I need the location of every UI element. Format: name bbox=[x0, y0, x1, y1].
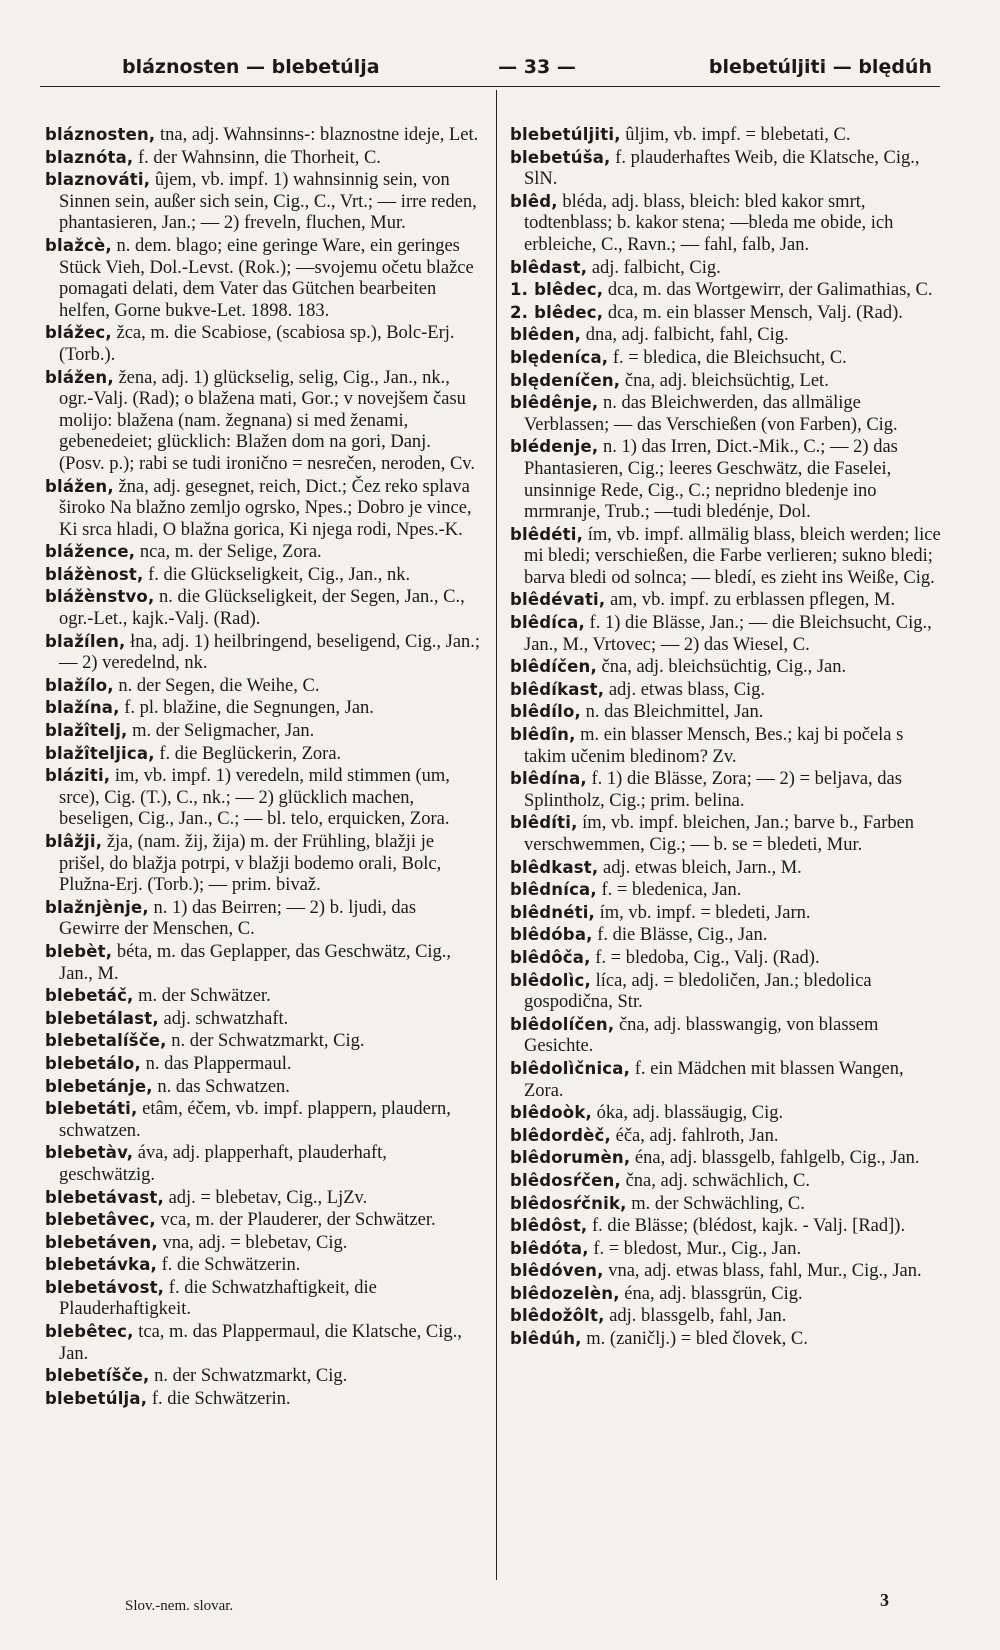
entry-headword: bláznosten, bbox=[45, 125, 156, 144]
dictionary-entry bbox=[510, 1283, 942, 1306]
dictionary-entry bbox=[45, 675, 481, 698]
dictionary-entry bbox=[510, 902, 942, 925]
dictionary-entry bbox=[45, 586, 481, 630]
dictionary-entry bbox=[510, 1260, 942, 1283]
entry-headword: blážen, bbox=[45, 476, 114, 496]
entry-definition: f. die Schwatzhaftigkeit, die Plauderhaftigkeit. bbox=[59, 1277, 377, 1320]
entry-headword: blêdkast, bbox=[510, 857, 599, 877]
dictionary-entry bbox=[510, 656, 942, 679]
dictionary-entry bbox=[45, 765, 481, 831]
dictionary-entry bbox=[45, 1142, 481, 1186]
entry-definition: tca, m. das Plappermaul, die Klatsche, Cig., Jan. bbox=[59, 1322, 462, 1364]
dictionary-entry bbox=[45, 1098, 481, 1142]
dictionary-entry bbox=[510, 879, 942, 902]
entry-definition: f. = bledenica, Jan. bbox=[596, 880, 742, 901]
dictionary-entry bbox=[510, 191, 942, 257]
dictionary-entry bbox=[510, 1125, 942, 1148]
footer-signature-title: Slov.-nem. slovar. bbox=[125, 1598, 234, 1614]
entry-headword: blážence, bbox=[45, 542, 136, 562]
dictionary-entry bbox=[45, 235, 481, 322]
entry-headword: blêdíkast, bbox=[510, 679, 605, 699]
dictionary-entry bbox=[45, 1277, 481, 1321]
entry-definition: vna, adj. = blebetav, Cig. bbox=[157, 1232, 348, 1253]
entry-headword: blêdorumèn, bbox=[510, 1148, 631, 1168]
entry-definition: m. (zaničlj.) = bled človek, C. bbox=[581, 1329, 808, 1350]
entry-headword: blédenje, bbox=[510, 437, 599, 457]
entry-headword: blêdordèč, bbox=[510, 1125, 611, 1145]
dictionary-entry bbox=[45, 1187, 481, 1210]
dictionary-entry bbox=[510, 857, 942, 880]
entry-definition: n. das Bleichmittel, Jan. bbox=[580, 702, 764, 723]
dictionary-entry bbox=[510, 324, 942, 347]
entry-definition: n. der Segen, die Weihe, C. bbox=[113, 675, 320, 696]
entry-definition: vca, m. der Plauderer, der Schwätzer. bbox=[155, 1210, 436, 1231]
entry-headword: blebetalíšče, bbox=[45, 1031, 167, 1051]
entry-headword: blážec, bbox=[45, 323, 112, 343]
entry-definition: m. der Seligmacher, Jan. bbox=[127, 721, 315, 742]
entry-headword: blêdúh, bbox=[510, 1329, 582, 1349]
entry-definition: f. die Blässe; (blédost, kajk. - Valj. [Rad]). bbox=[587, 1216, 906, 1237]
entry-definition: f. die Schwätzerin. bbox=[157, 1255, 301, 1276]
entry-definition: nca, m. der Selige, Zora. bbox=[135, 542, 322, 563]
entry-definition: n. der Schwatzmarkt, Cig. bbox=[149, 1366, 348, 1387]
dictionary-entry bbox=[510, 392, 942, 436]
entry-headword: blêdozelèn, bbox=[510, 1283, 620, 1303]
dictionary-entry bbox=[510, 1058, 942, 1102]
entry-definition: ím, vb. impf. = bledeti, Jarn. bbox=[595, 902, 811, 923]
header-left-range: bláznosten — blebetúlja bbox=[122, 56, 380, 78]
entry-definition: éna, adj. blassgrün, Cig. bbox=[619, 1283, 803, 1304]
entry-definition: f. die Blässe, Cig., Jan. bbox=[592, 925, 768, 946]
dictionary-entry bbox=[45, 720, 481, 743]
entry-headword: blebetàv, bbox=[45, 1143, 134, 1163]
entry-definition: žca, m. die Scabiose, (scabiosa sp.), Bolc-Erj. (Torb.). bbox=[59, 323, 455, 365]
entry-definition: f. pl. blažine, die Segnungen, Jan. bbox=[119, 698, 374, 719]
dictionary-entry bbox=[510, 1170, 942, 1193]
entry-definition: etâm, éčem, vb. impf. plappern, plaudern, schwatzen. bbox=[59, 1099, 451, 1141]
entry-definition: m. der Schwätzer. bbox=[133, 986, 271, 1007]
entry-definition: f. der Wahnsinn, die Thorheit, C. bbox=[133, 147, 381, 168]
entry-definition: f. ein Mädchen mit blassen Wangen, Zora. bbox=[524, 1058, 904, 1101]
dictionary-entry bbox=[510, 302, 942, 325]
entry-headword: blêdênje, bbox=[510, 393, 599, 413]
entry-definition: n. das Plappermaul. bbox=[140, 1053, 292, 1074]
dictionary-entry bbox=[45, 1388, 481, 1411]
entry-definition: tna, adj. Wahnsinns-: blaznostne ideje, Let. bbox=[155, 125, 479, 145]
dictionary-entry bbox=[510, 436, 942, 523]
entry-headword: blebêtec, bbox=[45, 1322, 134, 1342]
entry-definition: f. die Schwätzerin. bbox=[147, 1388, 291, 1409]
entry-definition: am, vb. impf. zu erblassen pflegen, M. bbox=[605, 590, 896, 611]
entry-headword: blažcè, bbox=[45, 235, 112, 255]
entry-definition: f. die Beglückerin, Zora. bbox=[154, 743, 342, 764]
entry-definition: ûljim, vb. impf. = blebetati, C. bbox=[620, 125, 851, 145]
header-rule bbox=[40, 86, 940, 87]
entry-headword: blažílen, bbox=[45, 631, 126, 651]
dictionary-entry bbox=[510, 679, 942, 702]
dictionary-entry bbox=[45, 941, 481, 985]
entry-headword: blêdôča, bbox=[510, 947, 591, 967]
entry-definition: dna, adj. falbicht, fahl, Cig. bbox=[581, 325, 789, 346]
header-right-range: blebetúljiti — blędúh bbox=[708, 56, 932, 78]
entry-headword: blebetávka, bbox=[45, 1255, 158, 1275]
entry-headword: bláziti, bbox=[45, 766, 111, 786]
entry-headword: blebetálast, bbox=[45, 1008, 159, 1028]
entry-headword: blêdolìc, bbox=[510, 970, 591, 990]
dictionary-entry bbox=[45, 743, 481, 766]
dictionary-entry bbox=[510, 724, 942, 768]
entry-definition: áva, adj. plapperhaft, plauderhaft, geschwätzig. bbox=[59, 1143, 387, 1185]
entry-headword: blêdóba, bbox=[510, 925, 593, 945]
entry-headword: blažîtelj, bbox=[45, 721, 128, 741]
entry-headword: blêdosŕčnik, bbox=[510, 1193, 627, 1213]
dictionary-entry bbox=[510, 589, 942, 612]
entry-headword: blêdolìčnica, bbox=[510, 1058, 631, 1078]
left-column bbox=[45, 124, 481, 1410]
dictionary-entry bbox=[45, 697, 481, 720]
entry-headword: blêd, bbox=[510, 191, 558, 211]
entry-definition: f. die Glückseligkeit, Cig., Jan., nk. bbox=[143, 564, 411, 585]
entry-headword: blêdíti, bbox=[510, 813, 578, 833]
dictionary-entry bbox=[510, 524, 942, 590]
entry-definition: n. der Schwatzmarkt, Cig. bbox=[166, 1031, 365, 1052]
entry-headword: blažnjènje, bbox=[45, 897, 149, 917]
entry-headword: blebetáti, bbox=[45, 1099, 138, 1119]
entry-definition: m. ein blasser Mensch, Bes.; kaj bi počela s takim učenim bledinom? Zv. bbox=[524, 725, 904, 767]
entry-headword: blebetávost, bbox=[45, 1277, 165, 1297]
entry-definition: žena, adj. 1) glückselig, selig, Cig., Jan., nk., ogr.-Valj. (Rad); o blažena mati, Gor.; v novejšem času molijo: blažena (nam. žegnana) si med ženami, gebenedeiet; glücklich: Blažen dom na gori, Danj. (Posv. p.); rabi se tudi ironično = nesrečen, neroden, Cv. bbox=[59, 367, 475, 474]
entry-headword: blêdnéti, bbox=[510, 902, 596, 922]
dictionary-entry bbox=[45, 147, 481, 170]
entry-headword: blaznováti, bbox=[45, 170, 151, 190]
entry-definition: adj. falbicht, Cig. bbox=[587, 257, 721, 278]
right-column bbox=[510, 124, 942, 1351]
dictionary-entry bbox=[45, 631, 481, 675]
dictionary-entry bbox=[510, 370, 942, 393]
dictionary-entry bbox=[510, 347, 942, 370]
entry-definition: łna, adj. 1) heilbringend, beseligend, Cig., Jan.; — 2) veredelnd, nk. bbox=[59, 631, 481, 674]
entry-headword: blêdíčen, bbox=[510, 657, 597, 677]
entry-headword: blebetávast, bbox=[45, 1187, 164, 1207]
entry-definition: óka, adj. blassäugig, Cig. bbox=[591, 1103, 784, 1124]
entry-headword: blêdosŕčen, bbox=[510, 1170, 621, 1190]
entry-headword: blêdíca, bbox=[510, 613, 585, 633]
dictionary-entry bbox=[45, 367, 481, 476]
entry-headword: blebèt, bbox=[45, 941, 113, 961]
entry-definition: éna, adj. blassgelb, fahlgelb, Cig., Jan. bbox=[630, 1148, 920, 1169]
dictionary-entry bbox=[45, 1365, 481, 1388]
entry-definition: adj. etwas bleich, Jarn., M. bbox=[598, 857, 802, 878]
entry-definition: čna, adj. bleichsüchtig, Cig., Jan. bbox=[596, 657, 847, 678]
entry-headword: blebetáven, bbox=[45, 1232, 158, 1252]
dictionary-entry bbox=[510, 612, 942, 656]
entry-definition: adj. blassgelb, fahl, Jan. bbox=[604, 1306, 787, 1327]
dictionary-entry bbox=[510, 279, 942, 302]
entry-headword: blebetúlja, bbox=[45, 1388, 148, 1408]
entry-definition: m. der Schwächling, C. bbox=[626, 1193, 805, 1214]
entry-headword: blažîteljica, bbox=[45, 743, 155, 763]
entry-definition: žja, (nam. žij, žija) m. der Frühling, blažji je prišel, do blažja potrpi, v blažji bodemo orali, Bolc, Plužna-Erj. (Torb.); — prim. bivaž. bbox=[59, 832, 442, 896]
dictionary-entry bbox=[510, 924, 942, 947]
dictionary-entry bbox=[45, 1030, 481, 1053]
page-number: — 33 — bbox=[498, 56, 576, 78]
entry-definition: f. = bledoba, Cig., Valj. (Rad). bbox=[590, 947, 820, 968]
dictionary-entry bbox=[510, 1328, 942, 1351]
dictionary-entry bbox=[510, 1102, 942, 1125]
entry-definition: bléda, adj. blass, bleich: bled kakor smrt, todtenblass; b. kakor stena; —bleda me obide, ich erbleiche, C., Ravn.; — fahl, falb, Jan. bbox=[524, 191, 894, 255]
entry-headword: blážènstvo, bbox=[45, 587, 155, 607]
entry-definition: éča, adj. fahlroth, Jan. bbox=[611, 1125, 779, 1146]
entry-definition: n. dem. blago; eine geringe Ware, ein geringes Stück Vieh, Dol.-Levst. (Rok.); —svojemu očetu blažce pomagati delati, dem Vater das Gütchen bearbeiten helfen, Gorne bukve-Let. 1898. 183. bbox=[59, 235, 474, 321]
dictionary-entry bbox=[510, 257, 942, 280]
entry-definition: n. 1) das Beirren; — 2) b. ljudi, das Gewirre der Menschen, C. bbox=[59, 897, 417, 940]
dictionary-entry bbox=[45, 1076, 481, 1099]
entry-definition: dca, m. das Wortgewirr, der Galimathias, C. bbox=[603, 280, 933, 301]
entry-headword: blažína, bbox=[45, 698, 120, 718]
entry-headword: blêden, bbox=[510, 325, 582, 345]
entry-headword: blebetíšče, bbox=[45, 1366, 150, 1386]
dictionary-entry bbox=[510, 701, 942, 724]
dictionary-entry bbox=[45, 1053, 481, 1076]
page-header bbox=[122, 52, 940, 84]
entry-definition: žna, adj. gesegnet, reich, Dict.; Čez reko splava široko Na blažno zemljo ogrsko, Npes.; Dobro je vince, Ki srca hladi, O blažna gorica, Ki njega rodi, Npes.-K. bbox=[59, 476, 472, 540]
entry-headword: 1. blêdec, bbox=[510, 280, 604, 300]
dictionary-entry bbox=[510, 147, 942, 191]
dictionary-entry bbox=[45, 1321, 481, 1365]
entry-headword: blêdóven, bbox=[510, 1261, 604, 1281]
entry-definition: f. = bledost, Mur., Cig., Jan. bbox=[588, 1238, 802, 1259]
entry-definition: čna, adj. bleichsüchtig, Let. bbox=[620, 370, 829, 391]
entry-headword: blêdníca, bbox=[510, 880, 597, 900]
entry-headword: blêdoòk, bbox=[510, 1103, 592, 1123]
entry-headword: blêdožôlt, bbox=[510, 1306, 605, 1326]
entry-definition: n. das Bleichwerden, das allmälige Verblassen; — das Verschießen (von Farben), Cig. bbox=[524, 393, 898, 435]
entry-headword: blêdína, bbox=[510, 769, 587, 789]
entry-definition: ím, vb. impf. allmälig blass, bleich werden; lice mi bledi; verschießen, die Farbe verlieren; sukno bledi; barva bledi od solnca; — bledí, es zieht ins Weiße, Cig. bbox=[524, 524, 941, 588]
dictionary-entry bbox=[45, 897, 481, 941]
entry-headword: 2. blêdec, bbox=[510, 302, 604, 322]
entry-headword: blážen, bbox=[45, 367, 114, 387]
entry-definition: vna, adj. etwas blass, fahl, Mur., Cig., Jan. bbox=[603, 1261, 922, 1282]
entry-definition: ím, vb. impf. bleichen, Jan.; barve b., Farben verschwemmen, Cig.; — b. se = bledeti, Mur. bbox=[524, 813, 915, 855]
entry-definition: f. = bledica, die Bleichsucht, C. bbox=[608, 347, 847, 368]
entry-headword: blêdast, bbox=[510, 257, 588, 277]
column-divider bbox=[496, 90, 497, 1580]
entry-definition: líca, adj. = bledoličen, Jan.; bledolica gospodična, Str. bbox=[524, 970, 872, 1013]
entry-definition: adj. etwas blass, Cig. bbox=[604, 679, 766, 700]
dictionary-entry bbox=[510, 1014, 942, 1058]
entry-definition: im, vb. impf. 1) veredeln, mild stimmen (um, srce), Cig. (T.), C., nk.; — 2) glücklich machen, beseligen, Cig., Jan., C.; — bl. telo, erquicken, Zora. bbox=[59, 766, 450, 830]
entry-definition: f. 1) die Blässe, Jan.; — die Bleichsucht, Cig., Jan., M., Vrtovec; — 2) das Wiesel, C. bbox=[524, 613, 932, 655]
entry-definition: n. das Schwatzen. bbox=[152, 1076, 290, 1097]
dictionary-entry bbox=[510, 812, 942, 856]
entry-definition: čna, adj. blasswangig, von blassem Gesichte. bbox=[524, 1014, 879, 1057]
dictionary-entry bbox=[510, 970, 942, 1014]
dictionary-entry bbox=[510, 768, 942, 812]
dictionary-entry bbox=[45, 1008, 481, 1031]
entry-headword: blêdévati, bbox=[510, 590, 606, 610]
entry-headword: blędeníčen, bbox=[510, 370, 621, 390]
entry-headword: blâžji, bbox=[45, 832, 103, 851]
entry-headword: blebetúša, bbox=[510, 147, 611, 167]
entry-headword: blędeníca, bbox=[510, 347, 609, 367]
entry-headword: blêdîn, bbox=[510, 725, 576, 745]
entry-definition: čna, adj. schwächlich, C. bbox=[620, 1170, 810, 1191]
dictionary-entry bbox=[510, 1215, 942, 1238]
entry-headword: blêdóta, bbox=[510, 1238, 589, 1258]
entry-definition: ûjem, vb. impf. 1) wahnsinnig sein, von Sinnen sein, außer sich sein, Cig., C., Vrt.; — irre reden, phantasieren, Jan.; — 2) freveln, fluchen, Mur. bbox=[59, 170, 477, 234]
entry-headword: blebetáč, bbox=[45, 986, 134, 1006]
dictionary-entry bbox=[45, 541, 481, 564]
entry-headword: blebetâvec, bbox=[45, 1210, 156, 1230]
entry-headword: blaznóta, bbox=[45, 147, 134, 167]
entry-definition: n. 1) das Irren, Dict.-Mik., C.; — 2) das Phantasieren, Cig.; leeres Geschwätz, die Faselei, unsinnige Rede, Cig., C.; nepridno bledenje ino mrmranje, Trub.; —tudi bledénje, Dol. bbox=[524, 437, 898, 523]
dictionary-entry bbox=[45, 476, 481, 542]
dictionary-entry bbox=[45, 1254, 481, 1277]
dictionary-entry bbox=[510, 947, 942, 970]
dictionary-entry bbox=[510, 1305, 942, 1328]
dictionary-entry bbox=[45, 985, 481, 1008]
entry-headword: blebetúljiti, bbox=[510, 125, 621, 144]
entry-definition: béta, m. das Geplapper, das Geschwätz, Cig., Jan., M. bbox=[59, 941, 452, 984]
dictionary-entry bbox=[510, 1238, 942, 1261]
footer-sheet-number: 3 bbox=[880, 1590, 889, 1610]
dictionary-entry bbox=[45, 322, 481, 366]
entry-headword: blebetánje, bbox=[45, 1076, 153, 1096]
entry-headword: blážènost, bbox=[45, 564, 144, 584]
dictionary-entry bbox=[510, 1147, 942, 1170]
entry-definition: adj. schwatzhaft. bbox=[158, 1008, 289, 1029]
dictionary-entry bbox=[45, 169, 481, 235]
dictionary-entry bbox=[45, 831, 481, 897]
entry-definition: f. 1) die Blässe, Zora; — 2) = beljava, das Splintholz, Cig.; prim. belina. bbox=[524, 769, 902, 811]
dictionary-entry bbox=[510, 124, 942, 147]
entry-headword: blêdílo, bbox=[510, 702, 581, 722]
dictionary-entry bbox=[45, 564, 481, 587]
dictionary-entry bbox=[45, 1209, 481, 1232]
entry-headword: blêdôst, bbox=[510, 1216, 588, 1236]
dictionary-entry bbox=[510, 1193, 942, 1216]
entry-headword: blêdéti, bbox=[510, 524, 584, 544]
entry-headword: blebetálo, bbox=[45, 1053, 141, 1073]
dictionary-entry bbox=[45, 124, 481, 147]
entry-definition: dca, m. ein blasser Mensch, Valj. (Rad). bbox=[603, 302, 903, 323]
entry-definition: f. plauderhaftes Weib, die Klatsche, Cig., SlN. bbox=[524, 147, 920, 190]
entry-headword: blažílo, bbox=[45, 675, 114, 695]
dictionary-entry bbox=[45, 1232, 481, 1255]
entry-definition: adj. = blebetav, Cig., LjZv. bbox=[163, 1187, 368, 1208]
entry-headword: blêdolíčen, bbox=[510, 1014, 615, 1034]
entry-definition: n. die Glückseligkeit, der Segen, Jan., C., ogr.-Let., kajk.-Valj. (Rad). bbox=[59, 587, 465, 630]
